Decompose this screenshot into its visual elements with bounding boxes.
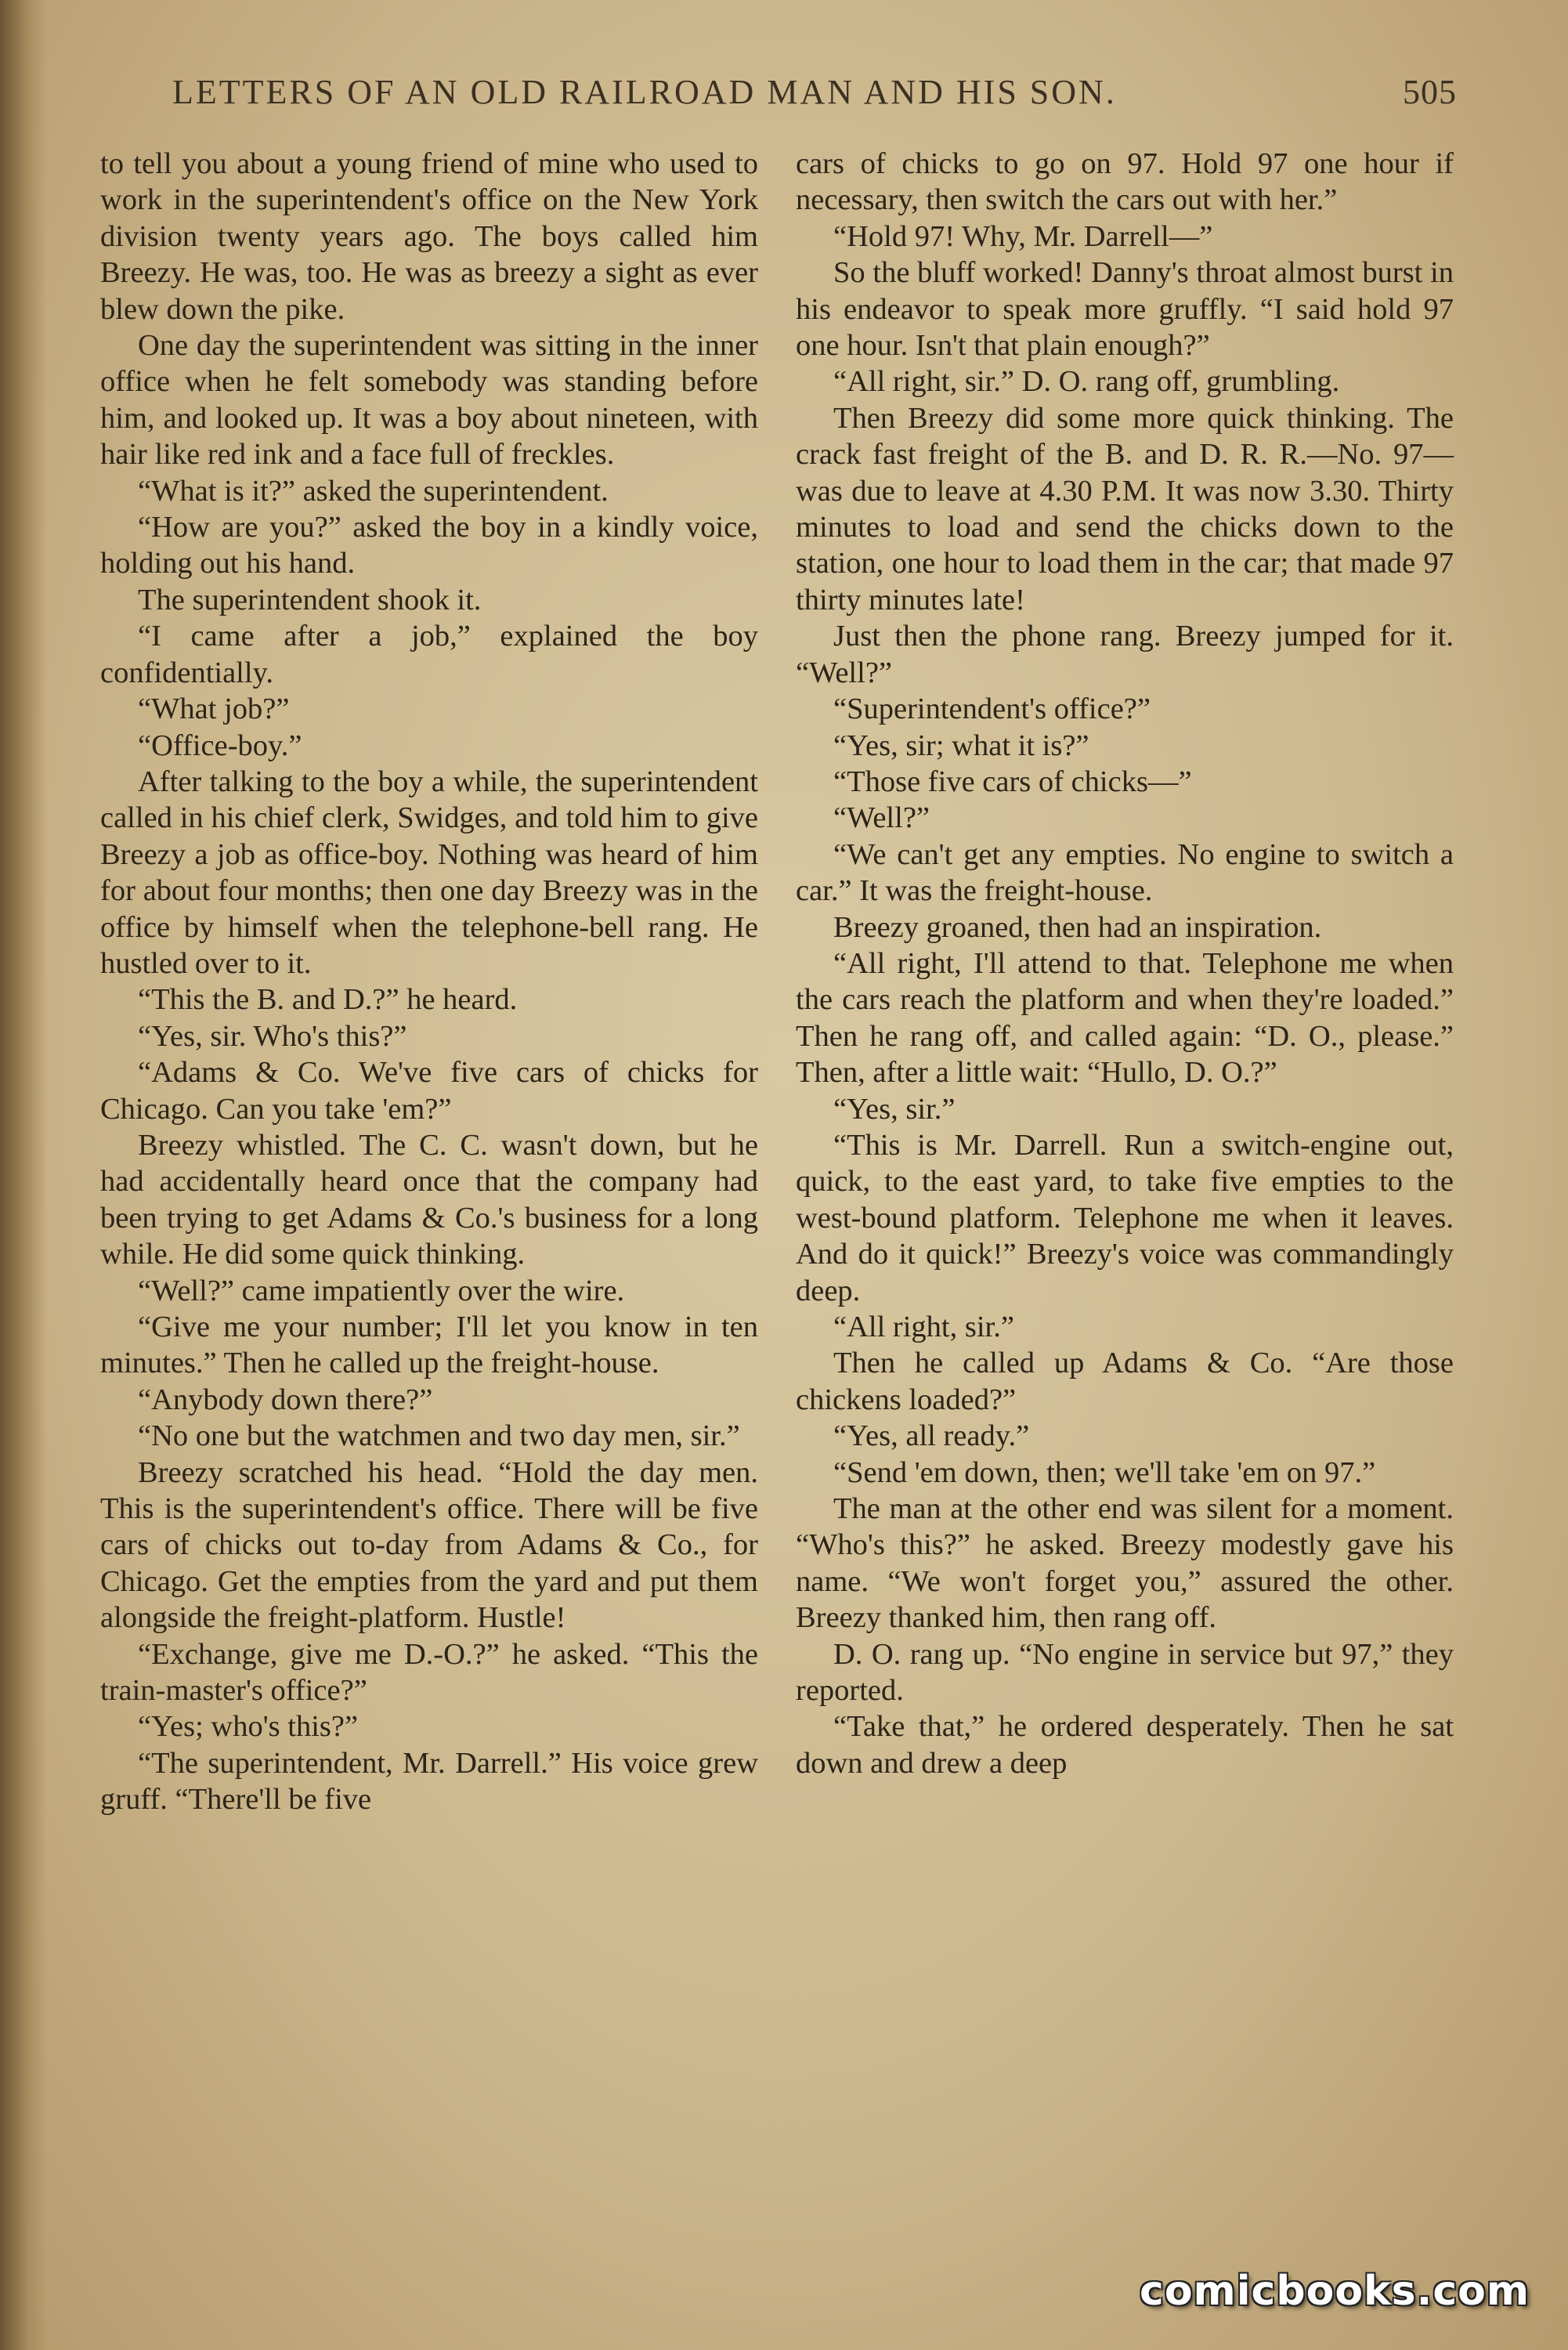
paragraph: “This is Mr. Darrell. Run a switch-engine out, quick, to the east yard, to take five empties to the west-bound platform. Telephone me when it leaves. And do it quick!” Breezy's voice was commandingly deep.	[796, 1128, 1454, 1307]
paragraph: “Give me your number; I'll let you know in ten minutes.” Then he called up the freight-house.	[100, 1311, 758, 1380]
paragraph: “All right, I'll attend to that. Telephone me when the cars reach the platform and when they're loaded.” Then he rang off, and called again: “D. O., please.” Then, after a little wait: “Hullo, D. O.?”	[796, 946, 1454, 1090]
paragraph: “What job?”	[138, 692, 290, 726]
paragraph: “Yes, sir; what it is?”	[833, 728, 1089, 762]
paragraph: “I came after a job,” explained the boy confidentially.	[100, 620, 758, 689]
paragraph: D. O. rang up. “No engine in service but 97,” they reported.	[796, 1637, 1454, 1708]
paragraph: Breezy scratched his head. “Hold the day men. This is the superintendent's office. There will be five cars of chicks out to-day from Adams & Co., for Chicago. Get the empties from the yard and put them alongside the freight-platform. Hustle!	[100, 1455, 758, 1635]
paragraph: to tell you about a young friend of mine who used to work in the superintendent's office on the New York division twenty years ago. The boys called him Breezy. He was, too. He was as breezy a sight as ever blew down the pike.	[100, 147, 758, 326]
paragraph: Breezy groaned, then had an inspiration.	[833, 910, 1322, 944]
running-title: LETTERS OF AN OLD RAILROAD MAN AND HIS SON.	[172, 73, 1117, 111]
paragraph: Breezy whistled. The C. C. wasn't down, but he had accidentally heard once that the company had been trying to get Adams & Co.'s business for a long while. He did some quick thinking.	[100, 1128, 758, 1271]
paragraph: “The superintendent, Mr. Darrell.” His voice grew gruff. “There'll be five	[100, 1746, 758, 1817]
paragraph: “Yes, all ready.”	[833, 1419, 1030, 1453]
paragraph: “Office-boy.”	[138, 728, 302, 762]
paragraph: One day the superintendent was sitting in the inner office when he felt somebody was standing before him, and looked up. It was a boy about nineteen, with hair like red ink and a face full of freckles.	[100, 329, 758, 472]
paragraph: “Well?” came impatiently over the wire.	[138, 1274, 625, 1307]
paragraph: The superintendent shook it.	[138, 583, 482, 616]
paragraph: “Exchange, give me D.-O.?” he asked. “This the train-master's office?”	[100, 1637, 758, 1708]
paragraph: So the bluff worked! Danny's throat almost burst in his endeavor to speak more gruffly. “I said hold 97 one hour. Isn't that plain enough?”	[796, 256, 1454, 363]
paragraph: “This the B. and D.?” he heard.	[138, 983, 518, 1017]
paragraph: “Take that,” he ordered desperately. Then he sat down and drew a deep	[796, 1710, 1454, 1780]
paragraph: Then he called up Adams & Co. “Are those chickens loaded?”	[796, 1347, 1454, 1416]
paragraph: “Yes; who's this?”	[138, 1710, 359, 1744]
paragraph: “Send 'em down, then; we'll take 'em on 97.”	[833, 1455, 1376, 1489]
page-spine-shadow	[0, 0, 47, 2350]
paragraph: “What is it?” asked the superintendent.	[138, 474, 609, 508]
paragraph: “We can't get any empties. No engine to switch a car.” It was the freight-house.	[796, 837, 1454, 908]
paragraph: “Yes, sir. Who's this?”	[138, 1019, 407, 1053]
paragraph: “Adams & Co. We've five cars of chicks for Chicago. Can you take 'em?”	[100, 1056, 758, 1126]
paragraph: “Anybody down there?”	[138, 1383, 433, 1416]
paragraph: “Those five cars of chicks—”	[833, 765, 1192, 798]
paragraph: “How are you?” asked the boy in a kindly voice, holding out his hand.	[100, 511, 758, 580]
paragraph: “No one but the watchmen and two day men, sir.”	[138, 1419, 740, 1453]
paragraph: Just then the phone rang. Breezy jumped for it. “Well?”	[796, 620, 1454, 689]
paragraph: “All right, sir.”	[833, 1311, 1014, 1343]
right-text-column	[796, 146, 1454, 1781]
paragraph: Then Breezy did some more quick thinking. The crack fast freight of the B. and D. R. R.—No. 97—was due to leave at 4.30 P.M. It was now 3.30. Thirty minutes to load and send the chicks down to the station, one hour to load them in the car; that made 97 thirty minutes late!	[796, 401, 1454, 616]
paragraph: The man at the other end was silent for a moment. “Who's this?” he asked. Breezy modestly gave his name. “We won't forget you,” assured the other. Breezy thanked him, then rang off.	[796, 1492, 1454, 1635]
site-watermark: comicbooks.com	[1140, 2268, 1530, 2315]
paragraph: “Yes, sir.”	[833, 1092, 956, 1126]
running-header	[172, 72, 1457, 119]
paragraph: “Well?”	[833, 801, 930, 835]
paragraph: “Hold 97! Why, Mr. Darrell—”	[833, 219, 1213, 253]
paragraph: cars of chicks to go on 97. Hold 97 one hour if necessary, then switch the cars out with her.”	[796, 147, 1454, 217]
paragraph: “All right, sir.” D. O. rang off, grumbling.	[833, 365, 1340, 399]
left-text-column	[100, 146, 758, 1818]
paragraph: After talking to the boy a while, the superintendent called in his chief clerk, Swidges, and told him to give Breezy a job as office-boy. Nothing was heard of him for about four months; then one day Breezy was in the office by himself when the telephone-bell rang. He hustled over to it.	[100, 765, 758, 980]
paragraph: “Superintendent's office?”	[833, 692, 1151, 726]
page-number: 505	[1403, 73, 1457, 111]
